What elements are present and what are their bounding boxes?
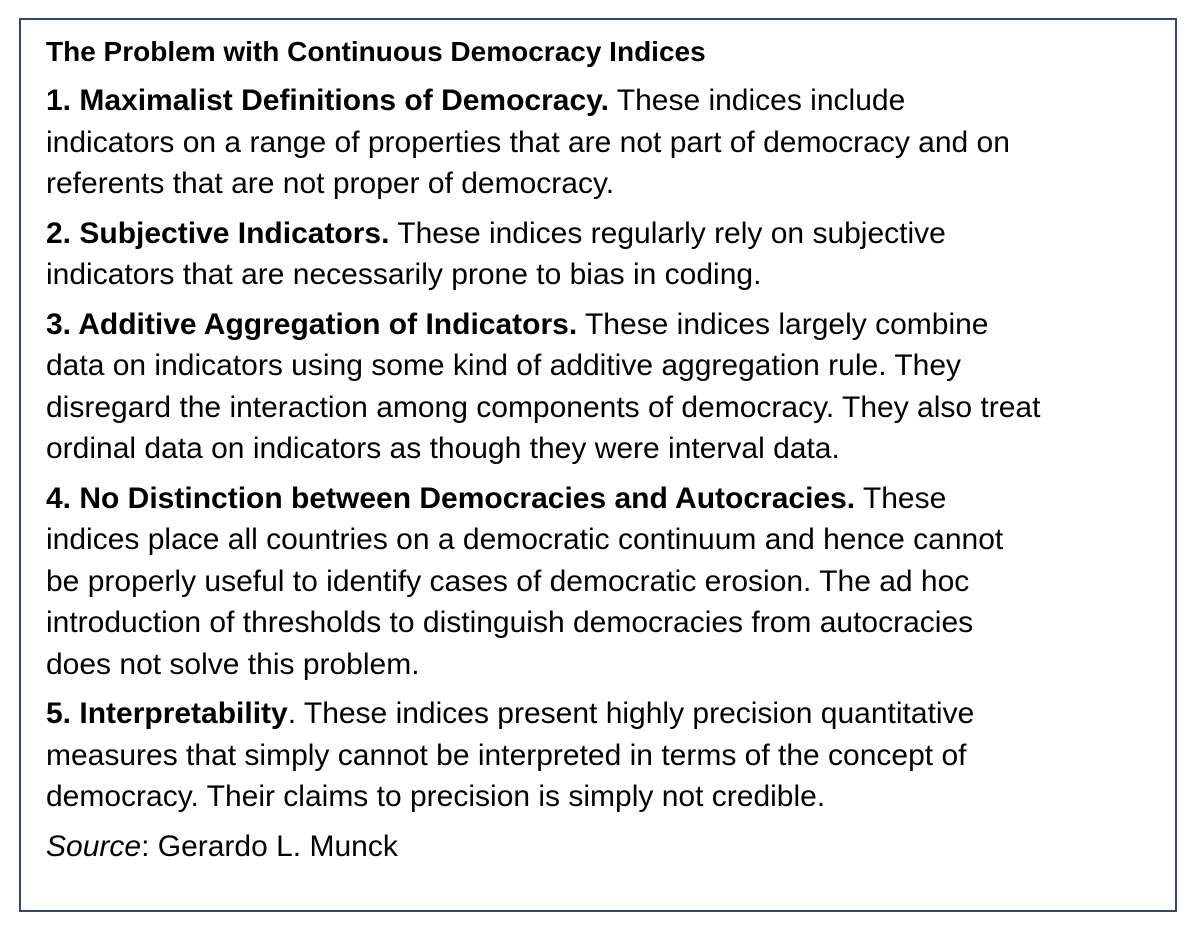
item-heading: 3. Additive Aggregation of Indicators. [46,307,578,341]
item-text: These indices include [608,84,906,117]
item-line: measures that simply cannot be interpreted in terms of the concept of [46,738,967,772]
item-line: indicators that are necessarily prone to bias in coding. [46,258,762,291]
item-line: introduction of thresholds to distinguish democracies from autocracies [46,606,974,639]
item-line: indices place all countries on a democratic continuum and hence cannot [46,523,1004,556]
text-box [19,18,1177,912]
item-line: democracy. Their claims to precision is simply not credible. [46,780,826,813]
item-line [46,304,1172,346]
item-line: be properly useful to identify cases of democratic erosion. The ad hoc [46,564,970,598]
source-label: Source [46,829,142,863]
item-line: referents that are not proper of democracy. [46,167,615,200]
item-text: These indices regularly rely on subjective [389,216,946,250]
item-heading: 1. Maximalist Definitions of Democracy. [46,84,609,117]
item-interpretability [46,693,1172,818]
item-subjective-indicators [46,213,1172,296]
item-maximalist-definitions [46,80,1172,205]
item-heading: 5. Interpretability [46,697,288,730]
source-note [46,826,1172,868]
item-line: does not solve this problem. [46,647,420,681]
source-text: : Gerardo L. Munck [141,829,398,863]
item-line: disregard the interaction among components of democracy. They also treat [46,390,1041,424]
item-line [46,80,1172,122]
text-box-content [46,32,1172,867]
item-text: These indices largely combine [577,307,989,341]
item-line [46,213,1172,255]
item-heading: 2. Subjective Indicators. [46,216,390,250]
box-title: The Problem with Continuous Democracy Indices [46,36,706,67]
item-text: . These indices present highly precision quantitative [287,697,975,730]
item-line [46,478,1172,520]
item-line: data on indicators using some kind of additive aggregation rule. They [46,349,962,382]
item-heading: 4. No Distinction between Democracies and Autocracies. [46,481,856,515]
item-no-distinction [46,478,1172,686]
item-additive-aggregation [46,304,1172,470]
item-text: These [855,481,947,515]
item-line [46,693,1172,735]
item-line: ordinal data on indicators as though they were interval data. [46,432,840,465]
item-line: indicators on a range of properties that are not part of democracy and on [46,125,1010,159]
